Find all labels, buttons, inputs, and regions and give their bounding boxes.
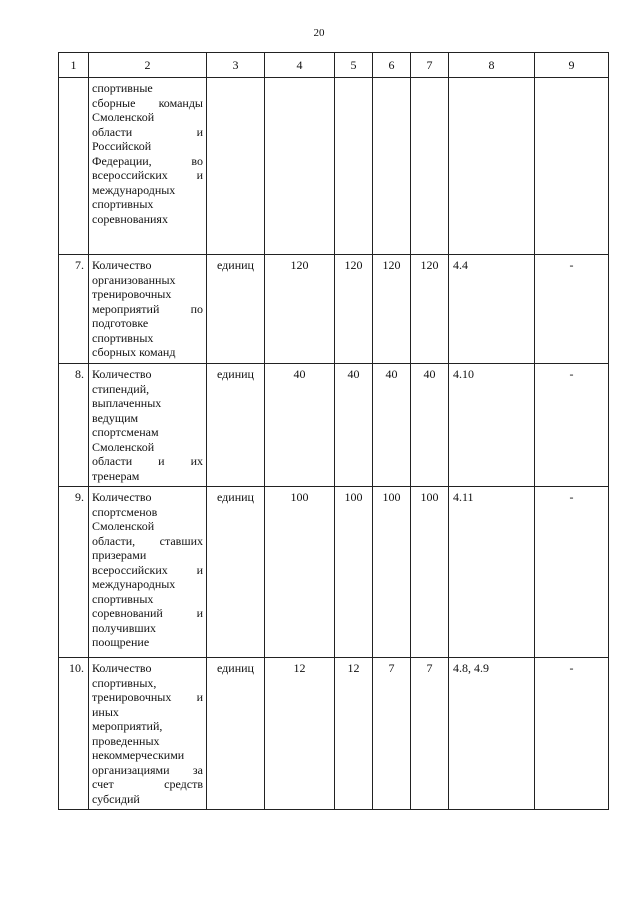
indicator-name-word: Количество — [92, 367, 152, 381]
indicator-name-word: тренировочных — [92, 690, 172, 704]
indicator-name-line — [92, 287, 203, 302]
indicator-name-line — [92, 661, 203, 676]
indicator-name-line — [92, 212, 203, 227]
indicator-name-line — [92, 792, 203, 807]
cell-indicator-name — [89, 364, 207, 487]
indicator-name-word: спортивных — [92, 591, 154, 606]
header-col-1: 1 — [59, 53, 89, 78]
indicator-name-word: и — [196, 168, 203, 182]
cell-unit: единиц — [207, 658, 265, 810]
cell-value-6: 7 — [373, 658, 411, 810]
header-row — [59, 53, 609, 78]
indicator-name-word: всероссийских — [92, 168, 168, 182]
indicator-name-word: Количество — [92, 258, 152, 272]
indicator-name-line — [92, 635, 203, 650]
cell-value-4: 40 — [265, 364, 335, 487]
cell-note — [535, 78, 609, 255]
indicator-name-line — [92, 258, 203, 273]
indicator-name-line — [92, 316, 203, 331]
cell-indicator-name — [89, 78, 207, 255]
cell-value-6: 120 — [373, 255, 411, 364]
header-col-9: 9 — [535, 53, 609, 78]
cell-reference: 4.10 — [449, 364, 535, 487]
indicator-name-word: и — [158, 454, 165, 468]
indicator-name-line — [92, 577, 203, 592]
cell-unit: единиц — [207, 487, 265, 658]
indicator-name-word: подготовке — [92, 316, 149, 330]
indicator-name-line — [92, 382, 203, 397]
cell-value-4 — [265, 78, 335, 255]
indicator-name-line — [92, 592, 203, 607]
indicator-name-word: Количество — [92, 490, 152, 504]
indicator-name-word: Федерации, — [92, 153, 152, 168]
indicator-name-word: мероприятий, — [92, 719, 163, 733]
indicator-name-word: тренировочных — [92, 287, 172, 301]
indicator-name-word: спортивных — [92, 330, 154, 345]
indicator-name-word: соревнованиях — [92, 211, 168, 226]
indicator-name-word: и — [196, 690, 203, 704]
cell-indicator-name — [89, 487, 207, 658]
indicator-name-word: мероприятий — [92, 301, 160, 316]
cell-indicator-name — [89, 255, 207, 364]
indicator-name-line — [92, 734, 203, 749]
indicator-name-word: области — [92, 124, 133, 139]
indicator-name-line — [92, 705, 203, 720]
indicator-name-word: тренерам — [92, 468, 140, 483]
indicator-name-word: спортивные — [92, 81, 153, 95]
header-col-3: 3 — [207, 53, 265, 78]
header-col-5: 5 — [335, 53, 373, 78]
table-row — [59, 487, 609, 658]
indicator-name-word: международных — [92, 577, 176, 591]
cell-value-7: 40 — [411, 364, 449, 487]
indicator-name-word: организациями — [92, 762, 170, 777]
indicator-name-word: по — [190, 301, 203, 316]
indicator-name-line — [92, 454, 203, 469]
indicator-name-word: спортсменам — [92, 425, 159, 439]
cell-note: - — [535, 658, 609, 810]
cell-unit — [207, 78, 265, 255]
indicator-name-word: субсидий — [92, 791, 140, 806]
indicator-name-word: за — [192, 762, 203, 777]
cell-value-5: 12 — [335, 658, 373, 810]
cell-value-6 — [373, 78, 411, 255]
indicator-name-line — [92, 168, 203, 183]
indicator-name-line — [92, 548, 203, 563]
indicator-name-line — [92, 505, 203, 520]
page-number: 20 — [313, 27, 325, 39]
indicator-name-word: организованных — [92, 272, 176, 287]
cell-number: 7. — [59, 255, 89, 364]
indicator-name-line — [92, 748, 203, 763]
cell-value-4: 100 — [265, 487, 335, 658]
indicator-name-word: Смоленской — [92, 519, 155, 533]
indicator-name-word: поощрение — [92, 635, 150, 649]
indicator-name-line — [92, 534, 203, 549]
cell-note: - — [535, 255, 609, 364]
indicator-name-word: получивших — [92, 620, 157, 635]
indicator-name-word: призерами — [92, 548, 147, 562]
cell-value-7: 100 — [411, 487, 449, 658]
indicator-name-line — [92, 183, 203, 198]
cell-note: - — [535, 364, 609, 487]
indicator-name-word: проведенных — [92, 733, 160, 748]
cell-value-4: 12 — [265, 658, 335, 810]
indicator-name-line — [92, 490, 203, 505]
indicator-name-word: международных — [92, 182, 176, 197]
cell-reference — [449, 78, 535, 255]
indicator-name-word: некоммерческими — [92, 748, 185, 762]
indicator-name-word: спортивных — [92, 197, 154, 211]
indicator-name-word: средств — [164, 777, 203, 791]
header-col-6: 6 — [373, 53, 411, 78]
cell-value-5 — [335, 78, 373, 255]
indicator-name-word: счет — [92, 777, 114, 791]
indicator-name-word: во — [191, 153, 203, 168]
table-row-continuation — [59, 78, 609, 255]
cell-value-7: 120 — [411, 255, 449, 364]
indicator-name-line — [92, 440, 203, 455]
indicator-name-line — [92, 763, 203, 778]
indicator-name-line — [92, 96, 203, 111]
indicator-name-line — [92, 273, 203, 288]
indicator-name-line — [92, 81, 203, 96]
cell-value-5: 120 — [335, 255, 373, 364]
indicator-name-word: и — [196, 606, 203, 620]
cell-reference: 4.4 — [449, 255, 535, 364]
indicator-name-word: и — [196, 124, 203, 139]
header-col-7: 7 — [411, 53, 449, 78]
indicator-name-line — [92, 719, 203, 734]
cell-value-4: 120 — [265, 255, 335, 364]
indicator-name-word: стипендий, — [92, 381, 150, 396]
cell-unit: единиц — [207, 255, 265, 364]
header-col-8: 8 — [449, 53, 535, 78]
indicator-name-line — [92, 563, 203, 578]
cell-value-5: 40 — [335, 364, 373, 487]
cell-value-7: 7 — [411, 658, 449, 810]
indicator-name-line — [92, 411, 203, 426]
indicator-name-word: сборных команд — [92, 345, 176, 359]
indicator-name-word: команды — [158, 95, 203, 110]
cell-number: 9. — [59, 487, 89, 658]
indicator-name-line — [92, 125, 203, 140]
indicator-name-line — [92, 367, 203, 382]
indicator-name-line — [92, 469, 203, 484]
indicator-name-line — [92, 197, 203, 212]
indicator-name-word: ставших — [159, 533, 203, 548]
cell-value-7 — [411, 78, 449, 255]
indicator-name-word: иных — [92, 704, 119, 719]
table-row — [59, 658, 609, 810]
indicator-name-word: Смоленской — [92, 110, 155, 124]
indicator-name-line — [92, 606, 203, 621]
cell-unit: единиц — [207, 364, 265, 487]
indicator-name-word: всероссийских — [92, 562, 168, 577]
indicator-name-line — [92, 425, 203, 440]
indicator-name-line — [92, 139, 203, 154]
indicator-name-word: их — [190, 454, 203, 468]
indicator-name-line — [92, 110, 203, 125]
indicators-table — [58, 52, 609, 810]
indicator-name-word: сборные — [92, 95, 136, 110]
indicator-name-line — [92, 154, 203, 169]
indicator-name-word: спортсменов — [92, 504, 158, 519]
indicator-name-line — [92, 396, 203, 411]
indicator-name-line — [92, 676, 203, 691]
indicator-name-line — [92, 690, 203, 705]
indicator-name-line — [92, 777, 203, 792]
indicator-name-word: Российской — [92, 139, 152, 153]
indicator-name-word: области, — [92, 533, 136, 548]
indicator-name-word: спортивных, — [92, 675, 157, 690]
table-row — [59, 255, 609, 364]
header-col-4: 4 — [265, 53, 335, 78]
indicator-name-word: области — [92, 454, 133, 468]
indicator-name-line — [92, 331, 203, 346]
cell-value-6: 100 — [373, 487, 411, 658]
header-col-2: 2 — [89, 53, 207, 78]
cell-number: 8. — [59, 364, 89, 487]
table-row — [59, 364, 609, 487]
indicator-name-line — [92, 519, 203, 534]
cell-note: - — [535, 487, 609, 658]
cell-indicator-name — [89, 658, 207, 810]
indicator-name-word: Количество — [92, 661, 152, 675]
cell-reference: 4.8, 4.9 — [449, 658, 535, 810]
cell-number — [59, 78, 89, 255]
indicator-name-line — [92, 302, 203, 317]
indicator-name-line — [92, 345, 203, 360]
indicator-name-word: Смоленской — [92, 439, 155, 454]
cell-number: 10. — [59, 658, 89, 810]
indicator-name-word: ведущим — [92, 410, 139, 425]
indicator-name-word: выплаченных — [92, 396, 162, 410]
indicator-name-word: и — [196, 562, 203, 577]
indicator-name-word: соревнований — [92, 606, 163, 620]
cell-value-5: 100 — [335, 487, 373, 658]
indicator-name-line — [92, 621, 203, 636]
cell-reference: 4.11 — [449, 487, 535, 658]
cell-value-6: 40 — [373, 364, 411, 487]
